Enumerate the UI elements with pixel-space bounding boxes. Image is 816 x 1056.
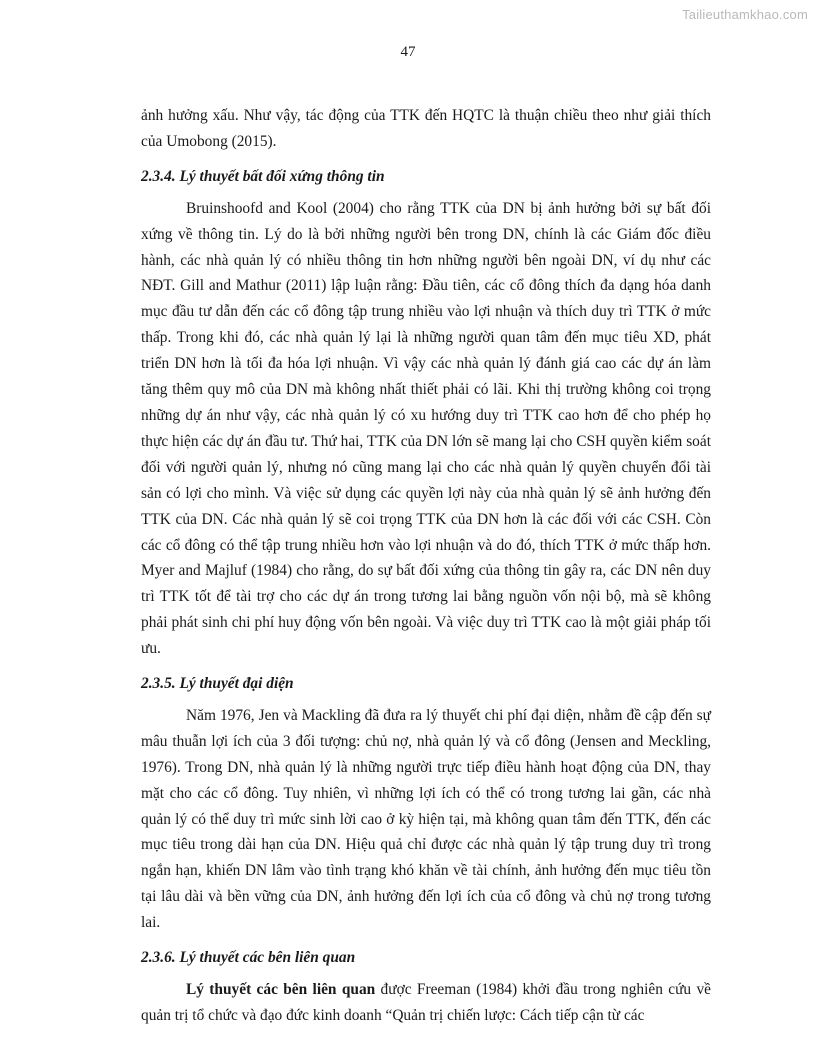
paragraph-stakeholder-theory xyxy=(141,977,711,1029)
continuation-paragraph: ảnh hưởng xấu. Như vậy, tác động của TTK đến HQTC là thuận chiều theo như giải thích của Umobong (2015). xyxy=(141,107,711,150)
paragraph-stakeholder-text: được Freeman (1984) khởi đầu trong nghiên cứu về quản trị tổ chức và đạo đức kinh doanh “Quản trị chiến lược: Cách tiếp cận từ các xyxy=(141,981,711,1024)
paragraph-agency-theory: Năm 1976, Jen và Mackling đã đưa ra lý thuyết chi phí đại diện, nhằm đề cập đến sự mâu thuẫn lợi ích của 3 đối tượng: chủ nợ, nhà quản lý và cổ đông (Jensen and Meckling, 1976). Trong DN, nhà quản lý là những người trực tiếp điều hành hoạt động của DN, thay mặt cho các cổ đông. Tuy nhiên, vì những lợi ích có thể có trong tương lai gần, các nhà quản lý có thể duy trì mức sinh lời cao ở kỳ hiện tại, mà không quan tâm đến TTK, đến các mục tiêu trong dài hạn của DN. Hiệu quả chỉ được các nhà quản lý tập trung duy trì trong ngắn hạn, khiến DN lâm vào tình trạng khó khăn về tài chính, ảnh hưởng đến mục tiêu tồn tại lâu dài và bền vững của DN, ảnh hưởng đến lợi ích của cổ đông và chủ nợ trong tương lai. xyxy=(141,706,711,932)
section-heading-2-3-4: 2.3.4. Lý thuyết bất đối xứng thông tin xyxy=(141,167,385,185)
section-heading-2-3-6: 2.3.6. Lý thuyết các bên liên quan xyxy=(141,949,356,967)
section-heading-2-3-5: 2.3.5. Lý thuyết đại diện xyxy=(141,675,294,693)
bold-term: Lý thuyết các bên liên quan xyxy=(186,981,376,998)
page-body xyxy=(141,103,711,1029)
watermark: Tailieuthamkhao.com xyxy=(682,7,808,22)
page-number: 47 xyxy=(400,44,416,60)
paragraph-information-asymmetry: Bruinshoofd and Kool (2004) cho rằng TTK của DN bị ảnh hưởng bởi sự bất đối xứng về thông tin. Lý do là bởi những người bên trong DN, chính là các Giám đốc điều hành, các nhà quản lý có nhiều thông tin hơn những người bên ngoài DN, ví dụ như các NĐT. Gill and Mathur (2011) lập luận rằng: Đầu tiên, các cổ đông thích đa dạng hóa danh mục đầu tư dẫn đến các cổ đông tập trung nhiều vào lợi nhuận và thích duy trì TTK ở mức thấp. Trong khi đó, các nhà quản lý lại là những người quan tâm đến mục tiêu XD, phát triển DN hơn là tối đa hóa lợi nhuận. Vì vậy các nhà quản lý đánh giá cao các dự án làm tăng thêm quy mô của DN mà không nhất thiết phải có lãi. Khi thị trường không coi trọng những dự án như vậy, các nhà quản lý có xu hướng duy trì TTK cao hơn để cho phép họ thực hiện các dự án đầu tư. Thứ hai, TTK của DN lớn sẽ mang lại cho CSH quyền kiểm soát đối với người quản lý, nhưng nó cũng mang lại cho các nhà quản lý quyền chuyển đổi tài sản có lợi cho mình. Và việc sử dụng các quyền lợi này của nhà quản lý sẽ ảnh hưởng đến TTK của DN. Các nhà quản lý sẽ coi trọng TTK của DN hơn là các đối với các CSH. Còn các cổ đông có thể tập trung nhiều hơn vào lợi nhuận và do đó, thích TTK ở mức thấp hơn. Myer and Majluf (1984) cho rằng, do sự bất đối xứng của thông tin gây ra, các DN nên duy trì TTK tốt để tài trợ cho các dự án trong tương lai bằng nguồn vốn nội bộ, mà sẽ không phải phát sinh chi phí huy động vốn bên ngoài. Và việc duy trì TTK cao là một giải pháp tối ưu. xyxy=(141,199,711,658)
